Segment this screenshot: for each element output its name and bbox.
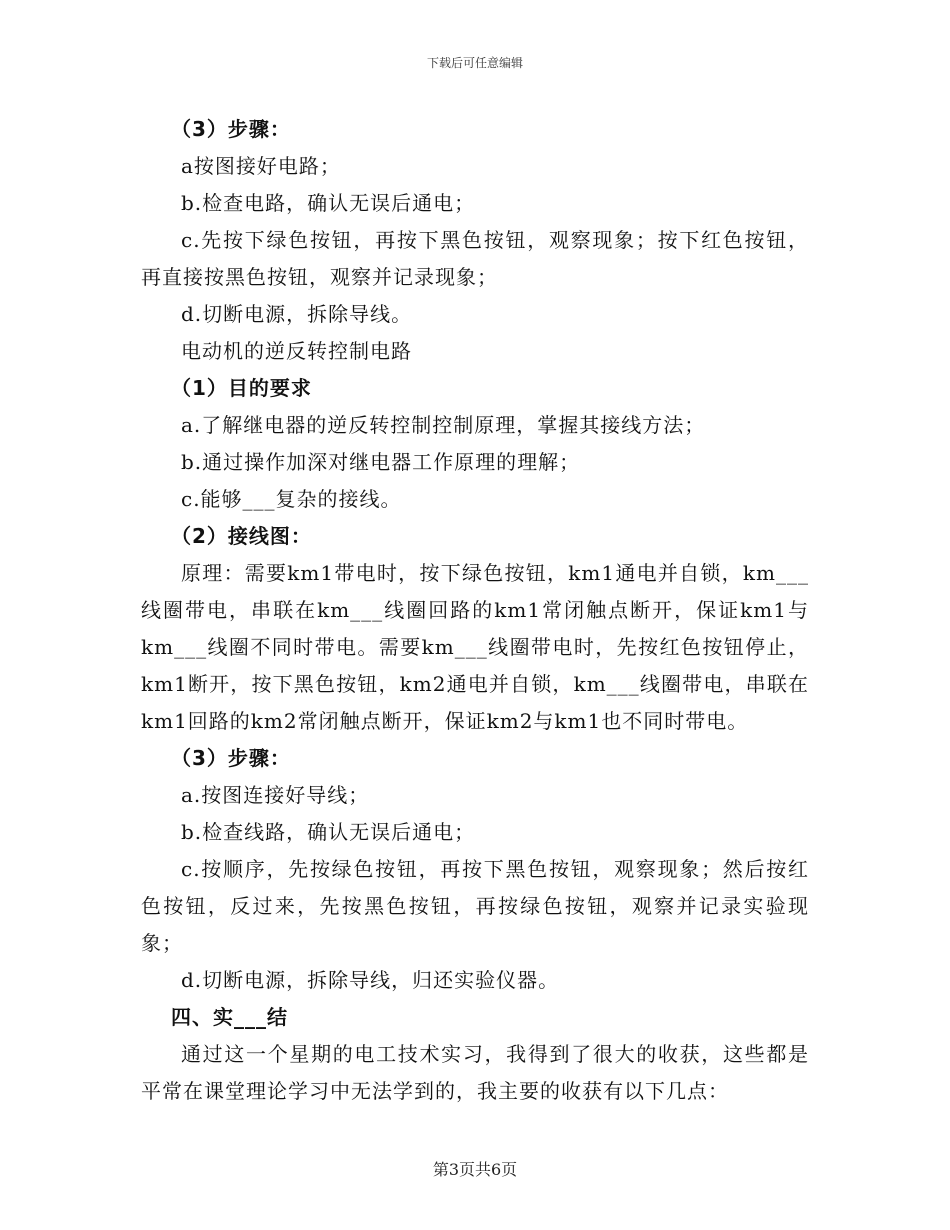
- section-heading-wiring: （2）接线图：: [171, 524, 312, 548]
- step-a: a按图接好电路；: [181, 154, 341, 178]
- summary-paragraph: 通过这一个星期的电工技术实习，我得到了很大的收获，这些都是平常在课堂理论学习中无法学到的，我主要的收获有以下几点：: [141, 1042, 809, 1103]
- goal-b: b.通过操作加深对继电器工作原理的理解；: [181, 450, 581, 474]
- section-heading-steps: （3）步骤：: [171, 117, 291, 141]
- step2-b: b.检查线路，确认无误后通电；: [181, 820, 476, 844]
- page-header: 下载后可任意编辑: [426, 56, 523, 70]
- step-d: d.切断电源，拆除导线。: [181, 302, 413, 326]
- goal-c: c.能够___复杂的接线。: [181, 487, 402, 511]
- section-heading-summary: 四、实___结: [171, 1005, 288, 1029]
- section-title: 电动机的逆反转控制电路: [181, 339, 412, 363]
- goal-a: a.了解继电器的逆反转控制控制原理，掌握其接线方法；: [181, 413, 706, 437]
- section-heading-goals: （1）目的要求: [171, 376, 312, 400]
- step-c: c.先按下绿色按钮，再按下黑色按钮，观察现象；按下红色按钮，再直接按黑色按钮，观察并记录现象；: [141, 228, 809, 289]
- step-b: b.检查电路，确认无误后通电；: [181, 191, 476, 215]
- step2-a: a.按图连接好导线；: [181, 783, 370, 807]
- section-heading-steps-2: （3）步骤：: [171, 746, 291, 770]
- document-body: [141, 111, 809, 1110]
- step2-d: d.切断电源，拆除导线，归还实验仪器。: [181, 968, 560, 992]
- principle-paragraph: 原理：需要km1带电时，按下绿色按钮，km1通电并自锁，km___线圈带电，串联在km___线圈回路的km1常闭触点断开，保证km1与km___线圈不同时带电。需要km___线圈带电时，先按红色按钮停止，km1断开，按下黑色按钮，km2通电并自锁，km___线圈带电，串联在km1回路的km2常闭触点断开，保证km2与km1也不同时带电。: [141, 561, 809, 733]
- step2-c: c.按顺序，先按绿色按钮，再按下黑色按钮，观察现象；然后按红色按钮，反过来，先按黑色按钮，再按绿色按钮，观察并记录实验现象；: [141, 857, 809, 955]
- page-number: 第3页共6页: [432, 1160, 518, 1179]
